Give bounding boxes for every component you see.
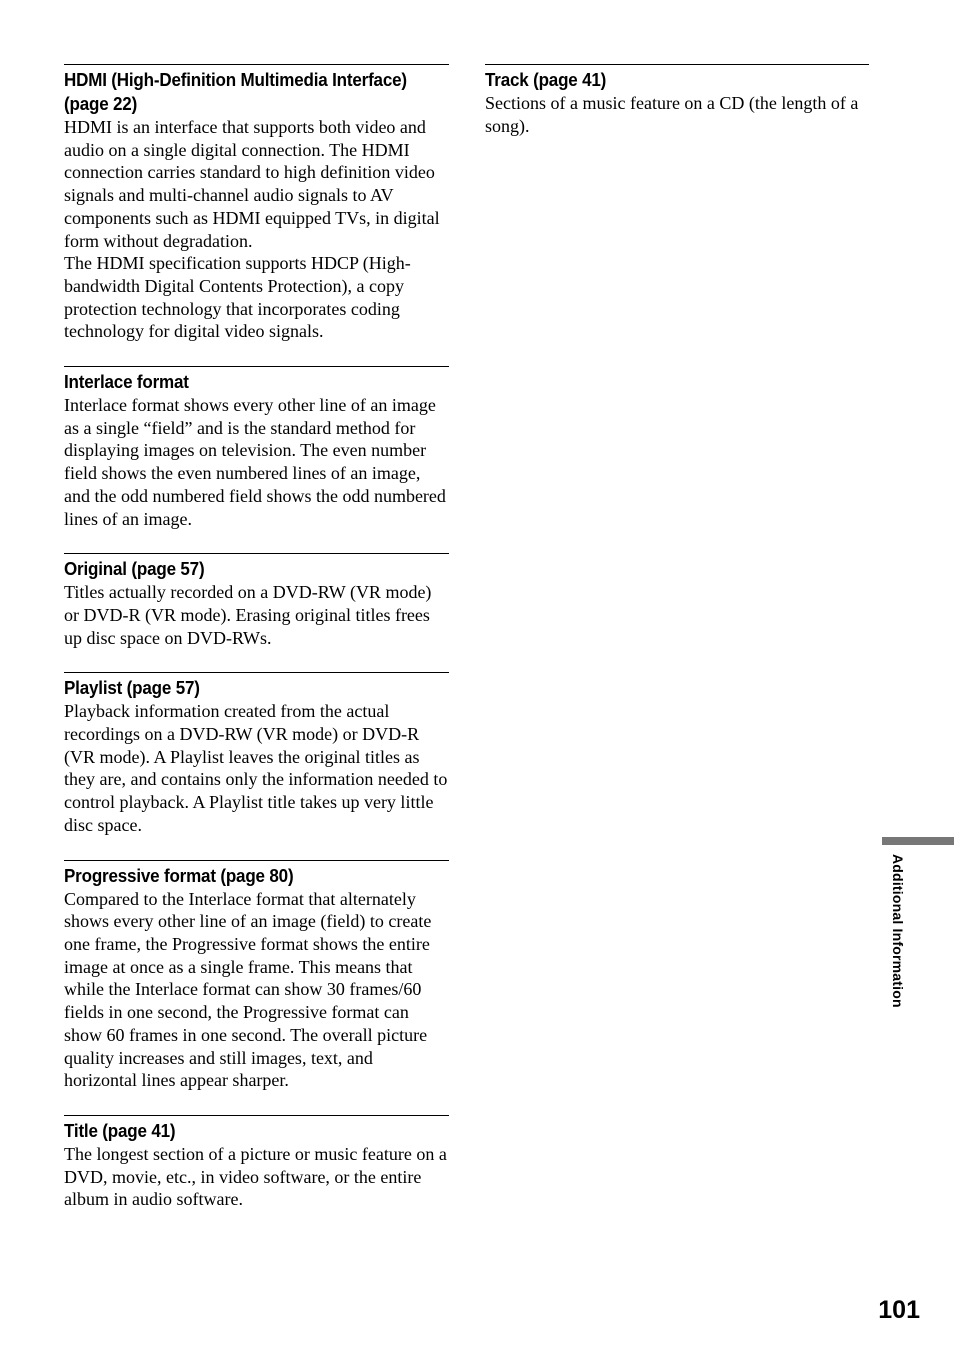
entry-heading: Playlist (page 57) — [64, 677, 200, 699]
entry-heading: Track (page 41) — [485, 69, 607, 90]
page-number: 101 — [878, 1296, 920, 1324]
entry-heading: Interlace format — [64, 371, 189, 393]
entry-body: Titles actually recorded on a DVD-RW (VR mode) or DVD-R (VR mode). Erasing original titles frees up disc space on DVD-RWs. — [64, 582, 432, 648]
entry-heading: HDMI (High-Definition Multimedia Interface) (page 22) — [64, 69, 407, 114]
entry-body: Sections of a music feature on a CD (the length of a song). — [485, 93, 859, 136]
glossary-entry-track — [485, 64, 869, 137]
entry-body: Compared to the Interlace format that alternately shows every other line of an image (field) to create one frame, the Progressive format shows the entire image at once as a single frame. This means that while the Interlace format can show 30 frames/60 fields in one second, the Progressive format can show 60 frames in one second. The overall picture quality increases and still images, text, and horizontal lines appear sharper. — [64, 888, 432, 1091]
glossary-entry-title — [64, 1115, 449, 1211]
entry-body: Interlace format shows every other line of an image as a single “field” and is the standard method for displaying images on television. The even number field shows the even numbered lines of an image, and the odd numbered field shows the odd numbered lines of an image. — [64, 395, 446, 529]
glossary-entry-interlace — [64, 366, 449, 530]
entry-body: HDMI is an interface that supports both video and audio on a single digital connection. The HDMI connection carries standard to high definition video signals and multi-channel audio signals to AV components such as HDMI equipped TVs, in digital form without degradation. The HDMI specification supports HDCP (High-bandwidth Digital Contents Protection), a copy protection technology that incorporates coding technology for digital video signals. — [64, 117, 440, 342]
left-column — [64, 64, 449, 1234]
right-column — [485, 64, 869, 160]
entry-heading: Progressive format (page 80) — [64, 864, 294, 886]
glossary-entry-playlist — [64, 672, 449, 836]
entry-body: The longest section of a picture or music feature on a DVD, movie, etc., in video software, or the entire album in audio software. — [64, 1143, 447, 1210]
entry-body: Playback information created from the actual recordings on a DVD-RW (VR mode) or DVD-R (VR mode). A Playlist leaves the original titles as they are, and contains only the information needed to control playback. A Playlist title takes up very little disc space. — [64, 701, 448, 835]
glossary-entry-progressive — [64, 860, 449, 1092]
entry-heading: Title (page 41) — [64, 1119, 176, 1141]
section-tab-label: Additional Information — [890, 854, 906, 1008]
glossary-entry-original — [64, 553, 449, 649]
glossary-entry-hdmi — [64, 64, 449, 343]
entry-heading: Original (page 57) — [64, 558, 205, 580]
section-tab-bar — [882, 837, 954, 845]
